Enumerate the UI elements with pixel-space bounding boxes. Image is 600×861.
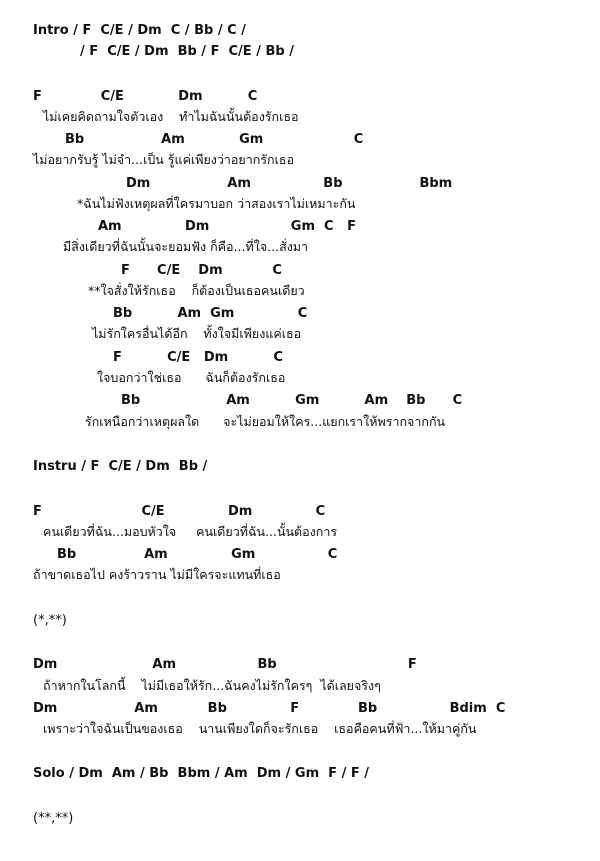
chorus-lyrics-4: รักเหนือกว่าเหตุผลใด จะไม่ยอมให้ใคร...แยกเราให้พรากจากกัน <box>85 414 446 429</box>
chorus-chords-3: F C/E Dm C <box>113 350 284 365</box>
bridge-lyrics-1: ถ้าหากในโลกนี้ ไม่มีเธอให้รัก...ฉันคงไม่รักใครๆ ได้เลยจริงๆ <box>43 678 381 693</box>
bridge-chords-2: Dm Am Bb F Bb Bdim C <box>33 701 506 716</box>
solo-line: Solo / Dm Am / Bb Bbm / Am Dm / Gm F / F / <box>33 766 370 781</box>
intro-line-1: Intro / F C/E / Dm C / Bb / C / <box>33 23 246 38</box>
chorus-chords-4: Bb Am Gm Am Bb C <box>121 393 463 408</box>
prechorus-chords-1: Dm Am Bb Bbm <box>126 176 453 191</box>
verse1-chords-2: Bb Am Gm C <box>65 132 364 147</box>
chorus-lyrics-1: **ใจสั่งให้รักเธอ ก็ต้องเป็นเธอคนเดียว <box>88 283 305 298</box>
verse1-lyrics-2: ไม่อยากรับรู้ ไม่จำ...เป็น รู้แค่เพียงว่าอยากรักเธอ <box>33 152 295 167</box>
instru-line: Instru / F C/E / Dm Bb / <box>33 459 208 474</box>
bridge-lyrics-2: เพราะว่าใจฉันเป็นของเธอ นานเพียงใดก็จะรักเธอ เธอคือคนที่ฟ้า...ให้มาคู่กัน <box>43 721 477 736</box>
chorus-lyrics-3: ใจบอกว่าใช่เธอ ฉันก็ต้องรักเธอ <box>97 370 286 385</box>
chorus-chords-2: Bb Am Gm C <box>113 306 308 321</box>
verse2-lyrics-2: ถ้าขาดเธอไป คงร้าวราน ไม่มีใครจะแทนที่เธอ <box>33 567 281 582</box>
verse1-lyrics-1: ไม่เคยคิดถามใจตัวเอง ทำไมฉันนั้นต้องรักเธอ <box>43 109 299 124</box>
verse1-chords-1: F C/E Dm C <box>33 89 258 104</box>
bridge-chords-1: Dm Am Bb F <box>33 657 417 672</box>
prechorus-chords-2: Am Dm Gm C F <box>98 219 357 234</box>
prechorus-lyrics-1: *ฉันไม่ฟังเหตุผลที่ใครมาบอก ว่าสองเราไม่เหมาะกัน <box>77 196 356 211</box>
repeat-marker-2: (**,**) <box>33 811 74 826</box>
chorus-chords-1: F C/E Dm C <box>121 263 282 278</box>
prechorus-lyrics-2: มีสิ่งเดียวที่ฉันนั้นจะยอมฟัง ก็คือ...ที่ใจ...สั่งมา <box>63 239 309 254</box>
verse2-chords-1: F C/E Dm C <box>33 504 326 519</box>
chorus-lyrics-2: ไม่รักใครอื่นได้อีก ทั้งใจมีเพียงแค่เธอ <box>92 326 302 341</box>
repeat-marker-1: (*,**) <box>33 613 67 628</box>
verse2-chords-2: Bb Am Gm C <box>57 547 338 562</box>
intro-line-2: / F C/E / Dm Bb / F C/E / Bb / <box>80 44 294 59</box>
verse2-lyrics-1: คนเดียวที่ฉัน...มอบหัวใจ คนเดียวที่ฉัน...นั้นต้องการ <box>43 524 338 539</box>
